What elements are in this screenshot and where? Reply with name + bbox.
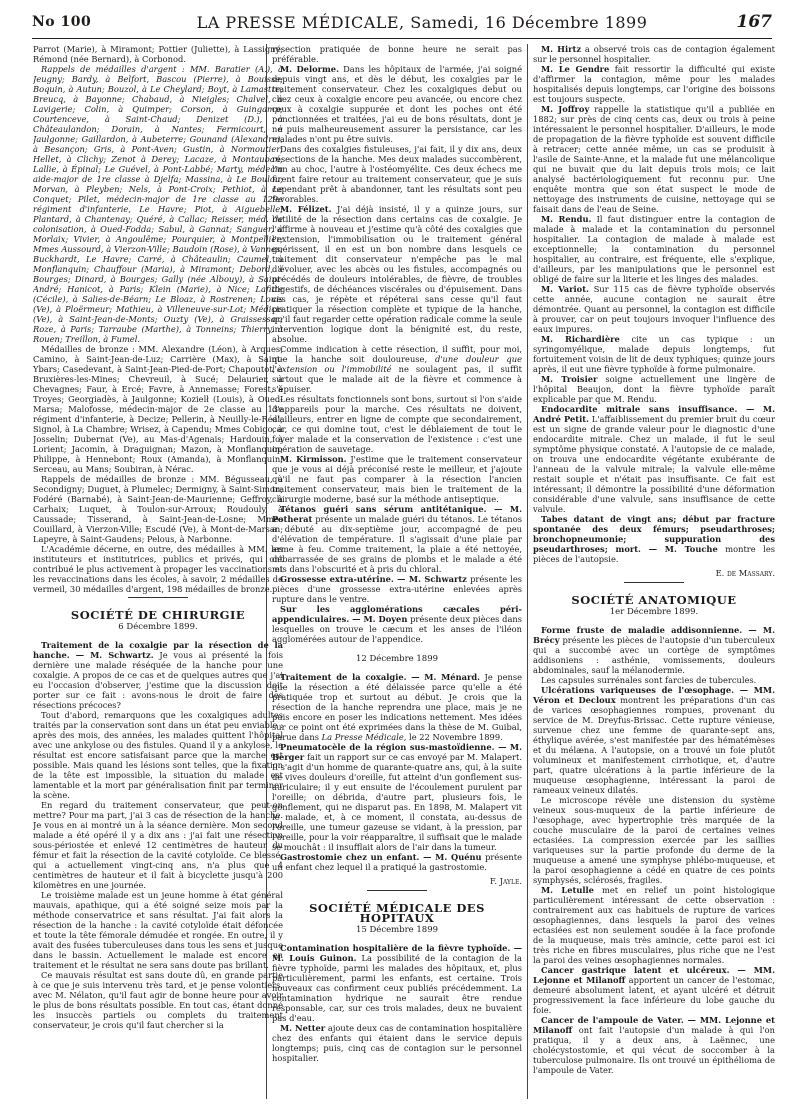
paragraph bbox=[533, 404, 775, 514]
paragraph-text: apportent un cancer de l'estomac, demeuré absolument latent, et ayant ulcéré et détruit progressivement la face inférieure du lobe gauche du foie. bbox=[533, 975, 775, 1015]
paragraph-lead: Sur les agglomérations cæcales péri-appendiculaires. — M. Doyen bbox=[272, 604, 522, 624]
paragraph-text: soigne actuellement une lingère de l'hôpital Beaujon, dont la fièvre typhoïde paraît explicable par que M. Rendu. bbox=[533, 374, 775, 404]
paragraph-text: présente un enfant chez lequel il a pratiqué la gastrostomie. bbox=[272, 852, 522, 872]
paragraph bbox=[533, 625, 775, 675]
paragraph: résection pratiquée de bonne heure ne serait pas préférable. bbox=[272, 44, 522, 64]
author-signature: F. Jayle. bbox=[489, 876, 522, 886]
paragraph-lead: M. Delorme. bbox=[280, 64, 339, 74]
paragraph-text: montre les pièces de l'autopsie. bbox=[533, 544, 775, 564]
paragraph-text: Il faut distinguer entre la contagion de malade à malade et la contamination du personnel hospitalier. La contagion de malade à malade est exceptionnelle; la contamination du personnel hospitalier, au contraire, est fréquente, elle s'explique, d'ailleurs, par les manipulations que le personnel est obligé de faire sur la literie et les linges des malades. bbox=[533, 214, 775, 284]
paragraph bbox=[33, 64, 283, 344]
paragraph-text: fait ressortir la difficulté qui existe d'affirmer la contagion, même pour les malades hospitalisés depuis longtemps, car l'origine des boissons est toujours suspecte. bbox=[533, 64, 775, 104]
paragraph bbox=[272, 64, 522, 144]
paragraph: Ce mauvais résultat est sans doute dû, en grande partie à ce que je suis intervenu très tard, et je pense volontiers, avec M. Nélaton, qu'il faut agir de bonne heure pour avoir le plus de bons résultats possible. En tout cas, étant donné les insuccès partiels ou complets du traitement conservateur, je crois qu'il faut chercher si la bbox=[33, 970, 283, 1030]
session-date: 12 Décembre 1899 bbox=[355, 654, 439, 664]
paragraph-text: présente les pièces d'une grossesse extra-utérine enlevées après rupture dans le ventre. bbox=[272, 574, 522, 604]
paragraph-lead: Grossesse extra-utérine. — M. Schwartz bbox=[280, 574, 467, 584]
paragraph-text: présente un malade guéri du tétanos. Le tétanos a débuté au dix-septième jour, accompagné de peu d'élévation de température. Il s'agissait d'une plaie par arme à feu. Comme traitement, la plaie a été nettoyée, débarrassée de ses grains de plombs et le malade a été mis dans l'obscurité et à pris du chloral. bbox=[272, 514, 522, 574]
paragraph-text: Je pense que la résection a été délaissée parce qu'elle a été pratiquée trop et surtout au début. Je crois que la résection de la hanche reprendra une place, mais je ne puis encore en poser les indications nettement. Mes idées sur ce point ont été exprimées dans la thèse de M. Guibal, parue dans bbox=[272, 672, 522, 742]
paragraph-text: a observé trois cas de contagion également sur le personnel hospitalier. bbox=[533, 44, 775, 64]
paragraph-lead: Traitement de la coxalgie. — M. Ménard. bbox=[280, 672, 481, 682]
paragraph bbox=[533, 44, 775, 64]
paragraph: Parrot (Marie), à Miramont; Pottier (Juliette), à Lassigny; Rémond (née Bernard), à Corbonod. bbox=[33, 44, 283, 64]
column-3 bbox=[533, 44, 775, 1099]
paragraph-lead: Gastrostomie chez un enfant. — M. Quénu bbox=[280, 852, 482, 862]
masthead-title: LA PRESSE MÉDICALE, Samedi, 16 Décembre 1899 bbox=[196, 13, 648, 32]
paragraph: Dans des coxalgies fistuleuses, j'ai fait, il y dix ans, deux résections de la hanche. Mes deux malades succombèrent, l'un au choc, l'autre à l'ostéomyélite. Ces deux échecs me firent faire retour au traitement conservateur, que je suis cependant prêt à abandonner, tant les résultats sont peu favorables. bbox=[272, 144, 522, 204]
paragraph-text: L'affaiblissement du premier bruit du cœur est un signe de grande valeur pour le diagnostic d'une endocardite mitrale. Chez un malade, il fut le seul symptôme physique constaté. A l'autopsie de ce malade, on trouva une endocardite végétante exubérante de l'anneau de la valvule mitrale; la valvule elle-même restait souple et n'était pas insuffisante. Ce fait est intéressant; il démontre la possibilité d'une déformation considérable d'une valvule, sans insuffisance de cette valvule. bbox=[533, 414, 775, 514]
paragraph-lead: Pneumatocèle de la région sus-mastoïdienne. — M. Berger bbox=[272, 742, 522, 762]
paragraph: Médailles de bronze : MM. Alexandre (Léon), à Arques; Camino, à Saint-Jean-de-Luz; Carrière (Max), à Saint-Ybars; Casedevant, à Saint-Jean-Pied-de-Port; Chapoutot, à Bruxières-les-Mines; Chevreuil, à Sucé; Delaurier, à Chevagnes; Faur, à Ercé; Favre, à Annemasse; Forest, à Troyes; Georgiadès, à Jaulgonne; Kozielł (Louis), à Oued-Marsa; Malofosse, médecin-major de 2e classe au 13e régiment d'infanterie, à Decize; Pellerin, à Neuilly-le-Réal; Signol, à La Chambre; Wrisez, à Capendu; Mmes Cobigo, à Josselin; Dubernat (Ve), au Mas-d'Agenais; Hardouin, à Lorient; Jacomin, à Draguignan; Mazon, à Monflanquin; Philippe, à Hennebont; Roux (Amanda), à Monflanquin; Serceau, au Mans; Soubiran, à Nérac. bbox=[33, 344, 283, 474]
paragraph-text: Je vous ai présenté la fois dernière une malade réséquée de la hanche pour une coxalgie. A propos de ce cas et de quelques autres que j'ai eu l'occasion d'observer, j'estime que la discussion doit porter sur ce fait : avons-nous le droit de faire des résections précoces? bbox=[33, 650, 283, 710]
paragraph: Le microscope révèle une distension du système veineux sous-muqueux de la partie inférieure de l'œsophage, avec hypertrophie très marquée de la couche musculaire de la paroi de certaines veines ectasiées. La compression exercée par les saillies variqueuses sur la partie profonde du derme de la muqueuse a amené une symphyse phlébo-muqueuse, et la paroi œsophagienne a cédé en quatre de ces points symphysés, sclérosés, fragiles. bbox=[533, 795, 775, 885]
paragraph bbox=[272, 454, 522, 504]
column-divider bbox=[527, 44, 528, 1099]
paragraph-lead: M. Le Gendre bbox=[541, 64, 610, 74]
paragraph-text: Rappels de médailles d'argent : MM. Baratier (A.), à Jeugny; Bardy, à Belfort, Bascou (Pierre), à Bouisse; Boquin, à Autun; Bouzol, à Le Cheylard; Boyt, à Lamastre; Breucq, à Bayonne; Chabaud, à Nieigles; Chalvel, à Lavigerie; Colin, à Quimper; Corson, à Guingamp; Courtenceve, à Saint-Chaud; Denizet (D.), à Châteaulandon; Dorain, à Nantes; Fermicourt, à Jaulgonne; Gaillardon, à Aubeterre; Gounand (Alexandre), à Besançon; Gris, à Pont-Aven; Gustin, à Normoutier; Hellet, à Clichy; Zenot à Derey; Lacaze, à Montauban; Lallie, à Épinal; Le Guével, à Pont-Labbé; Marty, médecin aide-major de 1re classe à Djelfa; Massina, à Le Boulou; Morvan, à Pleyben; Nels, à Pont-Croix; Pethiot, à Le Conquet; Pilet, médecin-major de 1re classe au 129e régiment d'infanterie, Le Havre; Piot, à Aiguebelle; Plantard, à Chantenay; Quéré, à Callac; Reisser, méd. de colonisation, à Oued-Fodda; Sabul, à Gannat; Sanguer, à Morlaix; Vivier, à Angoulême; Pourquier, à Montpellier; Mmes Aussourd, à Vierzon-Ville; Baudoin (Rose), à Vannes; Buckhardt, Le Havre; Carré, à Châteaulin; Caumel, à Monflanquin; Chauffour (Maria), à Miramont; Debord, à Bourges; Dinard, à Bourges; Gally (née Albouy), à Saint-André; Hanicot, à Paris; Klein (Marie), à Nice; Lafitte (Cécile), à Salies-de-Béarn; Le Bloaz, à Rostrenen; Louis (Ve), à Ploërmeur; Mathieu, à Villeneuve-sur-Lot; Médicis (Ve), à Saint-Jean-de-Monts; Ouzty (Ve), à Graissessac; Roze, à Paris; Tarraube (Marthe), à Tonneins; Thierry, à Rouen; Treillon, à Fumel. bbox=[33, 64, 283, 344]
paragraph: Rappels de médailles de bronze : MM. Bégusseau, à Secondigny; Duguet, à Plumelec; Dermigny, à Saint-Simon; Fodéré (Barnabé), à Saint-Jean-de-Maurienne; Geffroy, à Carhaix; Luquet, à Toulon-sur-Arroux; Roudouly, à Caussade; Tisserand, à Saint-Jean-de-Losne; Mmes Couillard, à Vierzon-Ville; Escudé (Ve), à Mont-de-Marsan; Lapeyre, à Saint-Gaudens; Pelous, à Narbonne. bbox=[33, 474, 283, 544]
paragraph bbox=[533, 965, 775, 1015]
paragraph bbox=[533, 104, 775, 214]
paragraph-lead: M. Letulle bbox=[541, 885, 594, 895]
section-date: 1er Décembre 1899. bbox=[609, 607, 699, 617]
paragraph-text: ne soulagent pas, il suffit surtout que le malade ait de la fièvre et commence à s'épuiser. bbox=[272, 364, 522, 394]
paragraph-text: J'estime que le traitement conservateur que je vous ai déjà préconisé reste le meilleur, et j'ajoute qu'il ne faut pas comparer à la résection l'ancien traitement conservateur, mais bien le traitement de la chirurgie moderne, basé sur la méthode antiseptique. bbox=[272, 454, 522, 504]
paragraph-text: ont fait l'autopsie d'un malade à qui l'on pratiqua, il y a deux ans, à Laënnec, une cholécystostomie, et qui vécut de soccomber à la tuberculose pulmonaire. Ils ont trouvé un épithélioma de l'ampoule de Vater. bbox=[533, 1025, 775, 1075]
paragraph bbox=[272, 742, 522, 852]
page-number: 167 bbox=[736, 12, 772, 32]
paragraph-text: rappelle la statistique qu'il a publiée en 1882; sur près de cinq cents cas, deux ou trois à peine intéressaient le personnel hospitalier. D'ailleurs, le mode de propagation de la fièvre typhoïde est souvent difficile à retracer; cette année même, un cas se produisit à l'asile de Sainte-Anne, et la malade fut une mélancolique qui ne buvait que du lait depuis trois mois; ce lait analysé bactériologiquement fut reconnu pur. Une enquête montra que son état suspect le mode de nettoyage des instruments de cuisine, nettoyage qui se faisait dans de l'eau de Seine. bbox=[533, 104, 775, 214]
paragraph-lead: Traitement de la coxalgie par la résection de la hanche. — M. Schwartz. bbox=[33, 640, 283, 660]
paragraph-text: , le 22 Novembre 1899. bbox=[403, 732, 503, 742]
paragraph: Les résultats fonctionnels sont bons, surtout si l'on s'aide d'appareils pour la marche. Ces résultats ne doivent, d'ailleurs, entrer en ligne de compte que secondairement, car, ce qui domine tout, c'est le déblaiement de tout le foyer malade et la conservation de l'existence : c'est une opération de sauvetage. bbox=[272, 394, 522, 454]
column-2 bbox=[272, 44, 522, 1074]
paragraph-lead: Endocardite mitrale sans insuffisance. — M. André Petit. bbox=[533, 404, 775, 424]
section-rule bbox=[128, 597, 188, 598]
paragraph: Tout d'abord, remarquons que les coxalgiques adultes traités par la conservation sont dans un état peu enviable : après des mois, des années, les malades quittent l'hôpital avec une ankylose ou des fistules. Quand il y a ankylose, le résultat est encore satisfaisant parce que la marche est possible. Mais quand les lésions sont telles, que la fixation de la tête est impossible, la situation du malade est lamentable et la mort par généralisation finit par terminer la scène. bbox=[33, 710, 283, 800]
paragraph bbox=[272, 204, 522, 344]
paragraph-lead: M. Joffroy bbox=[541, 104, 590, 114]
paragraph bbox=[272, 943, 522, 1023]
paragraph-text: Comme indication à cette résection, il suffit, pour moi, que la hanche soit douloureuse, bbox=[272, 344, 522, 364]
paragraph bbox=[533, 1015, 775, 1075]
paragraph-text: Dans les hôpitaux de l'armée, j'ai soigné depuis vingt ans, et dès le début, les coxalgies par le traitement conservateur. Chez les coxalgiques debut ou chez ceux à coxalgie encore peu avancée, ou encore chez ceux à coxalgie suppurée et dont les poches ont été ponctionnées et traitées, j'ai eu de bons résultats, dont je ne puis malheureusement assurer la persistance, car les malades n'ont pu être suivis. bbox=[272, 64, 522, 144]
paragraph-text: ajoute deux cas de contamination hospitalière chez des enfants qui étaient dans le service depuis longtemps; puis, cinq cas de contagion sur le personnel hospitalier. bbox=[272, 1023, 522, 1063]
paragraph-text: J'ai déjà insisté, il y a quinze jours, sur l'utilité de la résection dans certains cas de coxalgie. Je l'affirme à nouveau et j'estime qu'à côté des coxalgies que l'extension, l'immobilisation ou le traitement général guérissent, il en est un bon nombre dans lesquels ce traitement dit conservateur n'empêche pas le mal d'évoluer, avec les abcès ou les fistules, accompagnés ou précédés de douleurs intolérables, de fièvre, de troubles digestifs, de déchéances viscérales ou d'épuisement. Dans ces cas, je répète et répéterai sans cesse qu'il faut pratiquer la résection complète et typique de la hanche, qu'il faut regarder cette opération radicale comme la seule intervention logique dont la bénignité est, du reste, absolue. bbox=[272, 204, 522, 344]
paragraph-lead: Cancer gastrique latent et ulcéreux. — MM. Lejonne et Milanoff bbox=[533, 965, 775, 985]
paragraph bbox=[272, 1023, 522, 1063]
paragraph-italic: La Presse Médicale bbox=[321, 732, 404, 742]
paragraph bbox=[533, 334, 775, 374]
paragraph-lead: M. Félizet. bbox=[280, 204, 332, 214]
paragraph: Le troisième malade est un jeune homme à état général mauvais, apathique, qui a été soigné seize mois par la méthode conservatrice et sans résultat. J'ai fait alors la résection de la hanche : la cavité cotyloïde était défoncée et toute la tête fémorale démudée et rongée. En outre, il y avait des fusées tuberculeuses dans tous les sens et jusque dans le bassin. Actuellement le malade est encore en traitement et le résultat ne sera sans doute pas brillant. bbox=[33, 890, 283, 970]
paragraph-text: fait un rapport sur ce cas envoyé par M. Malapert. Il s'agit d'un homme de quarante-quatre ans, qui, à la suite de vives douleurs d'oreille, fut atteint d'un gonflement sus-auriculaire; il y eut ensuite de l'écoulement purulent par l'oreille; on débrida, d'autre part, plusieurs fois, le gonflement, qui ne disparut pas. En 1898, M. Malapert vit le malade, et, à ce moment, il constata, au-dessus de l'oreille, une tumeur gazeuse se vidant, à la pression, par l'oreille, pour la voir réapparaître, il suffisait que le malade se mouchât : il insufflait alors de l'air dans la tumeur. bbox=[272, 752, 522, 852]
paragraph: L'Académie décerne, en outre, des médailles à MM. les instituteurs et institutrices, publics et privés, qui ont contribué le plus activement à propager les vaccinations et les revaccinations dans les écoles, à savoir, 2 médailles de vermeil, 30 médailles d'argent, 198 médailles de bronze. bbox=[33, 544, 283, 594]
paragraph-text: La possibilité de la contagion de la fièvre typhoïde, parmi les malades des hôpitaux, et, plus particulièrement, parmi les enfants, est certaine. Trois nouveaux cas confirment ceux publiés précédemment. La contamination hydrique ne saurait être rendue responsable, car, sur ces trois malades, deux ne buvaient pas d'eau. bbox=[272, 953, 522, 1023]
paragraph-lead: M. Kirmisson. bbox=[280, 454, 347, 464]
section-heading: SOCIÉTÉ ANATOMIQUE bbox=[571, 593, 737, 607]
paragraph-lead: Tétanos guéri sans sérum antitétanique. — M. Potherat bbox=[272, 504, 522, 524]
author-signature: E. de Massary. bbox=[715, 568, 775, 578]
issue-number: No 100 bbox=[32, 14, 92, 30]
paragraph-text: présente deux pièces dans lesquelles on trouve le cæcum et les anses de l'iléon agglomérées autour de l'appendice. bbox=[272, 614, 522, 644]
paragraph-lead: Tabes datant de vingt ans; début par fracture spontanée des deux fémurs; pseudarthroses; bronchopneumonie; suppuration des pseudarthroses; mort. — M. Touche bbox=[533, 514, 775, 554]
section-heading: SOCIÉTÉ DE CHIRURGIE bbox=[70, 608, 246, 622]
paragraph-lead: M. Variot. bbox=[541, 284, 589, 294]
paragraph bbox=[272, 672, 522, 742]
paragraph-lead: M. Troisier bbox=[541, 374, 598, 384]
header-rule bbox=[32, 38, 772, 39]
paragraph-text: met en relief un point histologique particulièrement intéressant de cette observation : contrairement aux cas habituels de rupture de varices œsophagiennes, dans lesquels la paroi des veines ectasiées est non seulement soudée à la face profonde de la muqueuse, mais très amincie, cette paroi est ici très riche en fibres musculaires, plus riche que ne l'est la paroi des veines œsophagiennes normales. bbox=[533, 885, 775, 965]
section-heading: SOCIÉTÉ MÉDICALE DES HOPITAUX bbox=[309, 901, 485, 925]
paragraph-italic: d'une douleur que l'extension ou l'immobilité bbox=[272, 354, 522, 374]
column-1 bbox=[33, 44, 283, 1099]
section-date: 6 Décembre 1899. bbox=[118, 622, 198, 632]
paragraph: En regard du traitement conservateur, que peut-on mettre? Pour ma part, j'ai 3 cas de résection de la hanche. Je vous en ai montré un à la séance dernière. Mon second malade a été opéré il y a dix ans : j'ai fait une résection sous-périostée et enlevé 12 centimètres de hauteur du fémur et fait la résection de la cavité cotyloïde. Ce blessé, qui a actuellement vingt-cinq ans, n'a plus que 4 centimètres de hauteur et il fait à bicyclette jusqu'à 200 kilomètres en une journée. bbox=[33, 800, 283, 890]
paragraph bbox=[533, 685, 775, 795]
paragraph bbox=[533, 374, 775, 404]
paragraph-lead: Cancer de l'ampoule de Vater. — MM. Lejonne et Milanoff bbox=[533, 1015, 775, 1035]
paragraph-lead: M. Richardière bbox=[541, 334, 620, 344]
section-date: 15 Décembre 1899 bbox=[355, 925, 439, 935]
paragraph bbox=[33, 640, 283, 710]
page-header bbox=[32, 10, 772, 38]
paragraph-text: Sur 115 cas de fièvre typhoïde observés cette année, aucune contagion ne saurait être démontrée. Quant au personnel, la contagion est difficile à prouver, car on peut toujours invoquer l'influence des eaux impures. bbox=[533, 284, 775, 334]
paragraph bbox=[533, 214, 775, 284]
section-rule bbox=[367, 890, 427, 891]
paragraph-text: présente les pièces de l'autopsie d'un tuberculeux qui a succombé avec un cortège de symptômes addisoniens : asthénie, vomissements, douleurs abdominales, sauf la mélanodermie. bbox=[533, 635, 775, 675]
paragraph-lead: M. Netter bbox=[280, 1023, 326, 1033]
paragraph-text: montrent les préparations d'un cas de varices œsophagiennes rompues, provenant du service de M. Dreyfus-Brissac. Cette rupture vénieuse, survenue chez une femme de quarante-sept ans, éthylique avérée, s'est manifestée par des hématémèses et du mélæna. A l'autopsie, on a trouvé un foie plutôt volumineux et manifestement cirrhotique, et, d'autre part, quatre ulcérations à la partie inférieure de la muqueuse œsophagienne, intéressant la paroi de rameaux veineux dilatés. bbox=[533, 695, 775, 795]
paragraph bbox=[272, 604, 522, 644]
paragraph-lead: M. Hirtz bbox=[541, 44, 582, 54]
section-rule bbox=[624, 582, 684, 583]
paragraph bbox=[272, 504, 522, 574]
paragraph bbox=[533, 284, 775, 334]
paragraph bbox=[272, 574, 522, 604]
paragraph-lead: Ulcérations variqueuses de l'œsophage. — MM. Véron et Decloux bbox=[533, 685, 775, 705]
paragraph bbox=[533, 885, 775, 965]
paragraph bbox=[272, 852, 522, 872]
paragraph-lead: Contamination hospitalière de la fièvre typhoïde. — M. Louis Guinon. bbox=[272, 943, 522, 963]
paragraph bbox=[533, 514, 775, 564]
paragraph bbox=[272, 344, 522, 394]
paragraph bbox=[533, 64, 775, 104]
paragraph-lead: Forme fruste de maladie addisonnienne. — M. Brécy bbox=[533, 625, 775, 645]
paragraph-lead: M. Rendu. bbox=[541, 214, 592, 224]
paragraph: Les capsules surrénales sont farcies de tubercules. bbox=[541, 675, 757, 685]
paragraph-text: cite un cas typique : un syringomyélique, malade depuis longtemps, fut fortuitement voisin de lit de deux typhiques; quinze jours après, il eut une fièvre typhoïde à forme pulmonaire. bbox=[533, 334, 775, 374]
